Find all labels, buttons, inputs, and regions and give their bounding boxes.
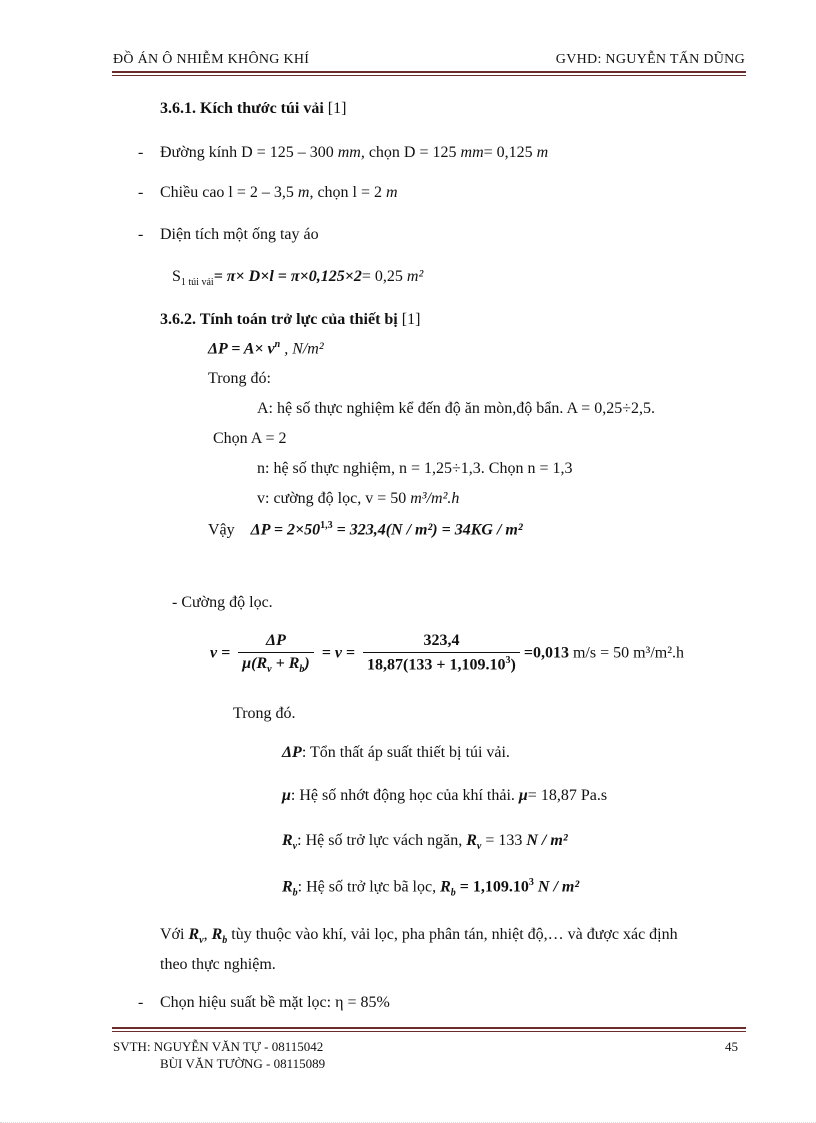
height-item [160, 184, 398, 202]
diameter-meters: = 0,125 [483, 144, 537, 161]
area-formula [172, 268, 423, 288]
formula-unit: m² [406, 268, 424, 285]
paragraph-line-1 [160, 926, 746, 946]
height-unit: m [297, 184, 310, 201]
rb-symbol: R [282, 878, 293, 896]
den-text: ) [304, 655, 310, 672]
rb-symbol-2: R [440, 878, 451, 896]
fraction-1-denominator [238, 653, 313, 675]
v-equals-2: = v = [321, 644, 356, 662]
bullet-dash: - [138, 184, 144, 201]
where-label: Trong đó: [208, 370, 271, 387]
paragraph-line-2: theo thực nghiệm. [160, 956, 276, 973]
rv-unit: N / m² [526, 832, 568, 849]
footer-student-2: BÙI VĂN TƯỜNG - 08115089 [160, 1056, 326, 1071]
a-description: A: hệ số thực nghiệm kể đến độ ăn mòn,độ bẩn. A = 0,25÷2,5. [257, 400, 655, 417]
footer-rule-2 [112, 1031, 746, 1032]
den-text: μ(R [242, 655, 268, 672]
page-number: 45 [725, 1039, 738, 1054]
mu-symbol-2: μ [518, 787, 528, 804]
choose-a: Chọn A = 2 [213, 430, 287, 447]
filter-equation [210, 632, 684, 675]
bullet-dash: - [138, 994, 144, 1011]
pressure-equation [208, 339, 324, 358]
para-rb: R [211, 926, 223, 943]
rb-definition [282, 877, 579, 899]
rv-sub: v [292, 841, 298, 853]
rb-unit: N / m² [533, 878, 580, 896]
rv-value: = 133 [481, 832, 527, 849]
equation-exponent: n [274, 339, 281, 350]
rb-description: : Hệ số trở lực bã lọc, [297, 878, 441, 896]
dp-definition [282, 744, 510, 762]
height-unit-2: m [386, 184, 398, 201]
formula-result: = 0,25 [361, 268, 407, 285]
header-rule-2 [112, 75, 746, 76]
footer-rule [112, 1027, 746, 1029]
rv-definition [282, 832, 568, 852]
height-choice: , chọn l = 2 [309, 184, 387, 201]
fraction-2 [363, 632, 520, 674]
rv-symbol-2: R [466, 832, 477, 849]
result-exponent: 1,3 [320, 520, 333, 531]
diameter-unit: mm, [337, 144, 365, 161]
den-sub: b [299, 664, 305, 676]
diameter-choice: chọn D = 125 [364, 144, 461, 161]
area-item: Diện tích một ống tay áo [160, 226, 319, 243]
den-sub: v [267, 664, 272, 676]
diameter-text: Đường kính D = 125 – 300 [160, 144, 338, 161]
rb-sub: b [292, 887, 298, 899]
section-3-6-2-heading [160, 311, 420, 329]
dp-description: : Tổn thất áp suất thiết bị túi vải. [301, 744, 510, 761]
bullet-dash: - [138, 226, 144, 243]
para-rv: R [188, 926, 200, 943]
efficiency-item: Chọn hiệu suất bề mặt lọc: η = 85% [160, 994, 390, 1011]
diameter-item [160, 144, 548, 162]
result-rhs: = 323,4(N / m²) = 34KG / m² [332, 521, 523, 539]
para-comma: , [203, 926, 212, 943]
den-text: ) [510, 656, 516, 674]
header-left: ĐỒ ÁN Ô NHIỄM KHÔNG KHÍ [113, 52, 310, 67]
result-equation [208, 520, 523, 539]
bullet-dash: - [138, 144, 144, 161]
v-text: v: cường độ lọc, v = 50 [257, 490, 411, 507]
para-rb-sub: b [222, 935, 228, 947]
para-text-2: tùy thuộc vào khí, vải lọc, pha phân tán, nhiệt độ,… và được xác định [227, 926, 678, 943]
mu-description: : Hệ số nhớt động học của khí thải. [290, 787, 519, 804]
formula-expression: = π× D×l = π×0,125×2 [213, 268, 362, 285]
rv-sub-2: v [476, 841, 482, 853]
rb-exponent: 3 [528, 877, 534, 888]
fraction-2-denominator [363, 653, 520, 674]
mu-definition [282, 787, 607, 805]
result-lhs: ΔP = 2×50 [250, 521, 321, 539]
para-rv-sub: v [199, 935, 204, 947]
v-unit: m³/m².h [410, 490, 460, 507]
height-text: Chiều cao l = 2 – 3,5 [160, 184, 298, 201]
v-equals: v = [210, 644, 231, 662]
header-right: GVHD: NGUYỄN TẤN DŨNG [555, 52, 745, 67]
section-ref: [1] [327, 100, 347, 117]
diameter-unit-2: mm [460, 144, 484, 161]
den-text: + R [271, 655, 300, 672]
mu-value: = 18,87 Pa.s [527, 787, 608, 804]
header-rule [112, 71, 746, 73]
fraction-1 [238, 632, 313, 675]
where-label-2: Trong đó. [233, 705, 296, 722]
equation-lhs: ΔP = A× v [208, 340, 275, 358]
rv-description: : Hệ số trở lực vách ngăn, [297, 832, 467, 849]
v-description [257, 490, 459, 508]
dp-symbol: ΔP [282, 744, 302, 761]
result-label: Vậy [208, 521, 235, 539]
rb-sub-2: b [450, 887, 456, 899]
filter-result-unit: m/s = 50 m³/m².h [568, 644, 685, 662]
fraction-1-numerator: ΔP [238, 632, 313, 653]
formula-subscript: 1 túi vải [180, 277, 214, 289]
section-3-6-1-heading [160, 100, 346, 118]
n-description: n: hệ số thực nghiệm, n = 1,25÷1,3. Chọn n = 1,3 [257, 460, 573, 477]
filter-result: =0,013 [523, 644, 569, 662]
footer-student-1: SVTH: NGUYỄN VĂN TỰ - 08115042 [113, 1039, 324, 1054]
den-text: 18,87(133 + 1,109.10 [367, 656, 506, 674]
filter-intensity-label: - Cường độ lọc. [172, 594, 273, 611]
fraction-2-numerator: 323,4 [363, 632, 520, 653]
equation-unit: , N/m² [280, 340, 324, 358]
rb-value: = 1,109.10 [455, 878, 529, 896]
mu-symbol: μ [282, 787, 291, 804]
section-title: 3.6.2. Tính toán trở lực của thiết bị [160, 311, 398, 328]
formula-s: S [172, 268, 181, 285]
diameter-unit-3: m [536, 144, 549, 161]
section-title: 3.6.1. Kích thước túi vải [160, 100, 324, 117]
den-exp: 3 [505, 655, 511, 667]
para-text: Với [160, 926, 189, 943]
section-ref: [1] [401, 311, 421, 328]
rv-symbol: R [282, 832, 293, 849]
